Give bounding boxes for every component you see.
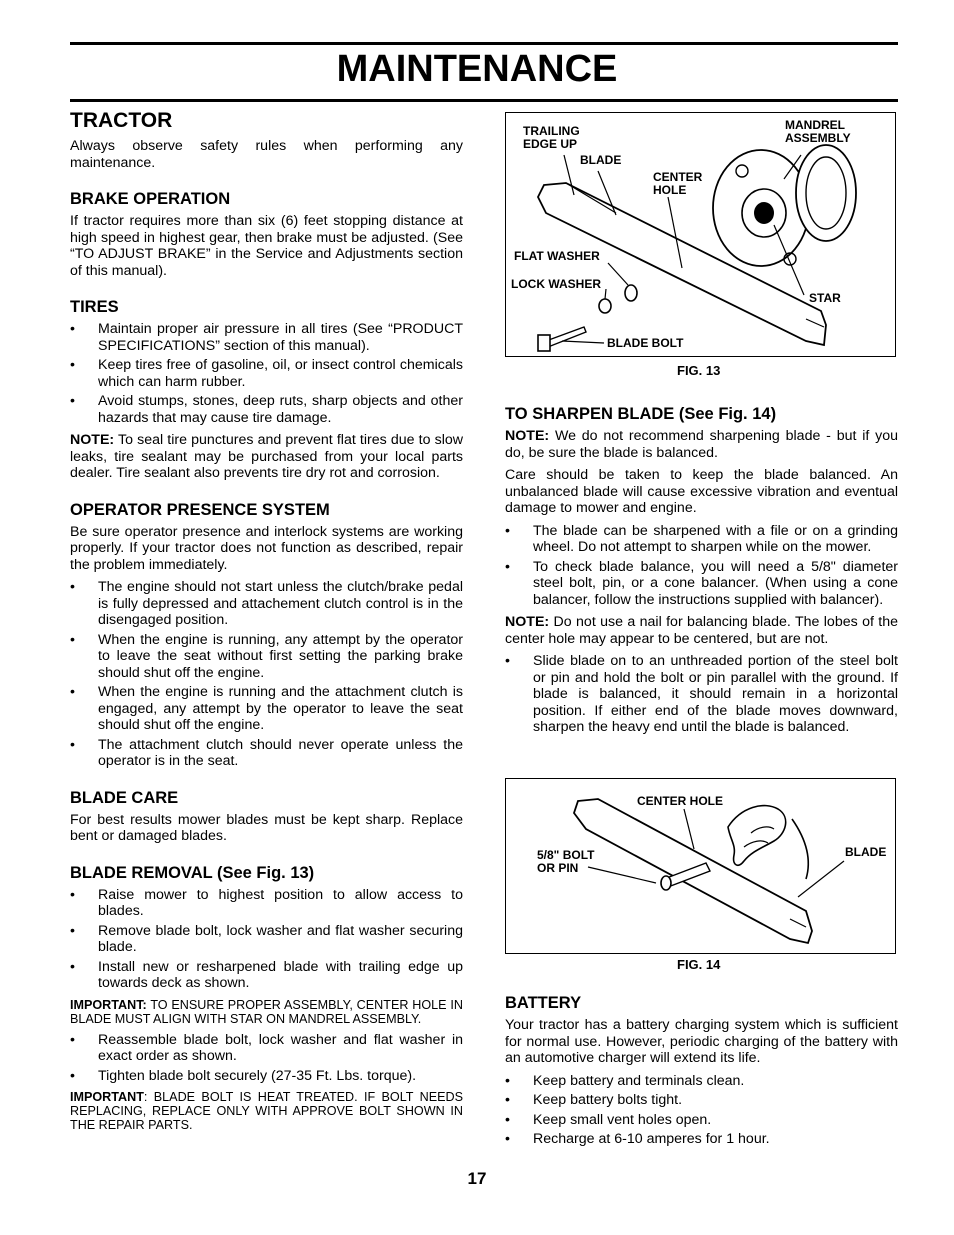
- battery-text: Your tractor has a battery charging system which is sufficient for normal use. However, periodic charging of the battery with an automotive charger will extend its life.: [505, 1017, 898, 1066]
- left-column: [70, 108, 463, 1138]
- list-item: • Raise mower to highest position to allow access to blades.: [70, 887, 463, 920]
- list-item: • Recharge at 6-10 amperes for 1 hour.: [505, 1131, 898, 1148]
- list-item: • The engine should not start unless the clutch/brake pedal is fully depressed and attachement clutch control is in the disengaged position.: [70, 579, 463, 629]
- fig13-label-mandrel: MANDREL ASSEMBLY: [785, 118, 851, 145]
- list-item: • Keep battery and terminals clean.: [505, 1073, 898, 1090]
- list-item: • Slide blade on to an unthreaded portion of the steel bolt or pin and hold the bolt or pin parallel with the ground. If blade is balanced, it should remain in a horizontal position. If either end of the blade moves downward, sharpen the heavy end until the blade is balanced.: [505, 653, 898, 736]
- list-item: • The blade can be sharpened with a file or on a grinding wheel. Do not attempt to sharpen while on the mower.: [505, 523, 898, 556]
- fig13-label-blade: BLADE: [580, 153, 622, 167]
- note-text: To seal tire punctures and prevent flat tires due to slow leaks, tire sealant may be purchased from your local parts dealer. Tire sealant also prevents tire dry rot and corrosion.: [70, 432, 463, 481]
- list-item: • Tighten blade bolt securely (27-35 Ft. Lbs. torque).: [70, 1068, 463, 1085]
- fig14-label-blade: BLADE: [845, 845, 887, 859]
- list-item: • Keep battery bolts tight.: [505, 1092, 898, 1109]
- battery-list: [505, 1073, 898, 1148]
- list-item: • When the engine is running, any attempt by the operator to leave the seat without first setting the parking brake should shut off the engine.: [70, 632, 463, 682]
- list-item: • Avoid stumps, stones, deep ruts, sharp objects and other hazards that may cause tire damage.: [70, 393, 463, 426]
- note-text: Do not use a nail for balancing blade. The lobes of the center hole may appear to be centered, but are not.: [505, 614, 898, 647]
- fig13-box: [505, 112, 896, 357]
- sharpen-note-1: [505, 428, 898, 461]
- title-rule: [70, 99, 898, 102]
- blade-removal-list-2: [70, 1032, 463, 1085]
- tires-heading: TIRES: [70, 298, 119, 316]
- tires-list: [70, 321, 463, 426]
- blade-removal-heading: BLADE REMOVAL (See Fig. 13): [70, 863, 315, 882]
- note-label: NOTE:: [70, 432, 115, 448]
- tractor-heading: TRACTOR: [70, 109, 173, 132]
- sharpen-text: Care should be taken to keep the blade balanced. An unbalanced blade will cause excessive vibration and eventual damage to mower and engine.: [505, 467, 898, 516]
- important-text: TO ENSURE PROPER ASSEMBLY, CENTER HOLE IN BLADE MUST ALIGN WITH STAR ON MANDREL ASSEMBLY.: [70, 997, 463, 1026]
- fig13-label-flat-washer: FLAT WASHER: [514, 249, 600, 263]
- fig13-label-lock-washer: LOCK WASHER: [511, 277, 601, 291]
- ops-intro: Be sure operator presence and interlock systems are working properly. If your tractor does not function as described, repair the problem immediately.: [70, 523, 463, 573]
- list-item: • Reassemble blade bolt, lock washer and flat washer in exact order as shown.: [70, 1032, 463, 1065]
- list-item: • Install new or resharpened blade with trailing edge up towards deck as shown.: [70, 959, 463, 992]
- fig13-label-center-hole: CENTER HOLE: [653, 170, 703, 197]
- list-item: • To check blade balance, you will need a 5/8" diameter steel bolt, pin, or a cone balancer. (When using a cone balancer, follow the instructions supplied with balancer).: [505, 559, 898, 609]
- list-item: • Keep tires free of gasoline, oil, or insect control chemicals which can harm rubber.: [70, 357, 463, 390]
- tires-note: [70, 432, 463, 482]
- sharpen-heading: TO SHARPEN BLADE (See Fig. 14): [505, 405, 777, 423]
- fig13-caption: FIG. 13: [677, 363, 721, 378]
- fig13-label-star: STAR: [809, 291, 841, 305]
- list-item: • Keep small vent holes open.: [505, 1112, 898, 1129]
- right-column-sharpen: [505, 404, 898, 742]
- ops-heading: OPERATOR PRESENCE SYSTEM: [70, 500, 330, 519]
- brake-heading: BRAKE OPERATION: [70, 190, 231, 208]
- important-label: IMPORTANT: [70, 1090, 144, 1104]
- fig14-label-bolt: 5/8" BOLT OR PIN: [537, 848, 595, 875]
- page-title: MAINTENANCE: [336, 48, 618, 90]
- note-label: NOTE:: [505, 428, 550, 444]
- sharpen-note-2: [505, 614, 898, 647]
- important-note-1: [70, 998, 463, 1026]
- top-rule: [70, 42, 898, 45]
- list-item: • Maintain proper air pressure in all tires (See “PRODUCT SPECIFICATIONS” section of this manual).: [70, 321, 463, 354]
- list-item: • The attachment clutch should never operate unless the operator is in the seat.: [70, 737, 463, 770]
- battery-heading: BATTERY: [505, 994, 582, 1012]
- note-text: We do not recommend sharpening blade - but if you do, be sure the blade is balanced.: [505, 428, 898, 461]
- ops-list: [70, 579, 463, 770]
- fig14-box: [505, 778, 896, 954]
- blade-care-text: For best results mower blades must be kept sharp. Replace bent or damaged blades.: [70, 811, 463, 844]
- fig14-label-center-hole: CENTER HOLE: [637, 794, 724, 808]
- list-item: • Remove blade bolt, lock washer and flat washer securing blade.: [70, 923, 463, 956]
- fig13-label-trailing-edge: TRAILING EDGE UP: [523, 124, 580, 151]
- right-column-battery: [505, 993, 898, 1154]
- list-item: • When the engine is running and the attachment clutch is engaged, any attempt by the operator to leave the seat should shut off the engine.: [70, 684, 463, 734]
- brake-text: If tractor requires more than six (6) feet stopping distance at high speed in highest gear, then brake must be adjusted. (See “TO ADJUST BRAKE” in the Service and Adjustments section of this manual).: [70, 213, 463, 279]
- important-label: IMPORTANT:: [70, 997, 147, 1012]
- sharpen-list: [505, 523, 898, 609]
- page-number: 17: [467, 1169, 487, 1188]
- important-note-2: [70, 1090, 463, 1132]
- blade-removal-list: [70, 887, 463, 992]
- note-label: NOTE:: [505, 614, 550, 630]
- fig14-caption: FIG. 14: [677, 957, 721, 972]
- tractor-intro: Always observe safety rules when performing any maintenance.: [70, 138, 463, 171]
- blade-care-heading: BLADE CARE: [70, 788, 179, 807]
- sharpen-list-2: [505, 653, 898, 736]
- important-text: : BLADE BOLT IS HEAT TREATED. IF BOLT NEEDS REPLACING, REPLACE ONLY WITH APPROVE BOLT SHOWN IN THE REPAIR PARTS.: [70, 1090, 463, 1132]
- fig13-label-blade-bolt: BLADE BOLT: [607, 336, 684, 350]
